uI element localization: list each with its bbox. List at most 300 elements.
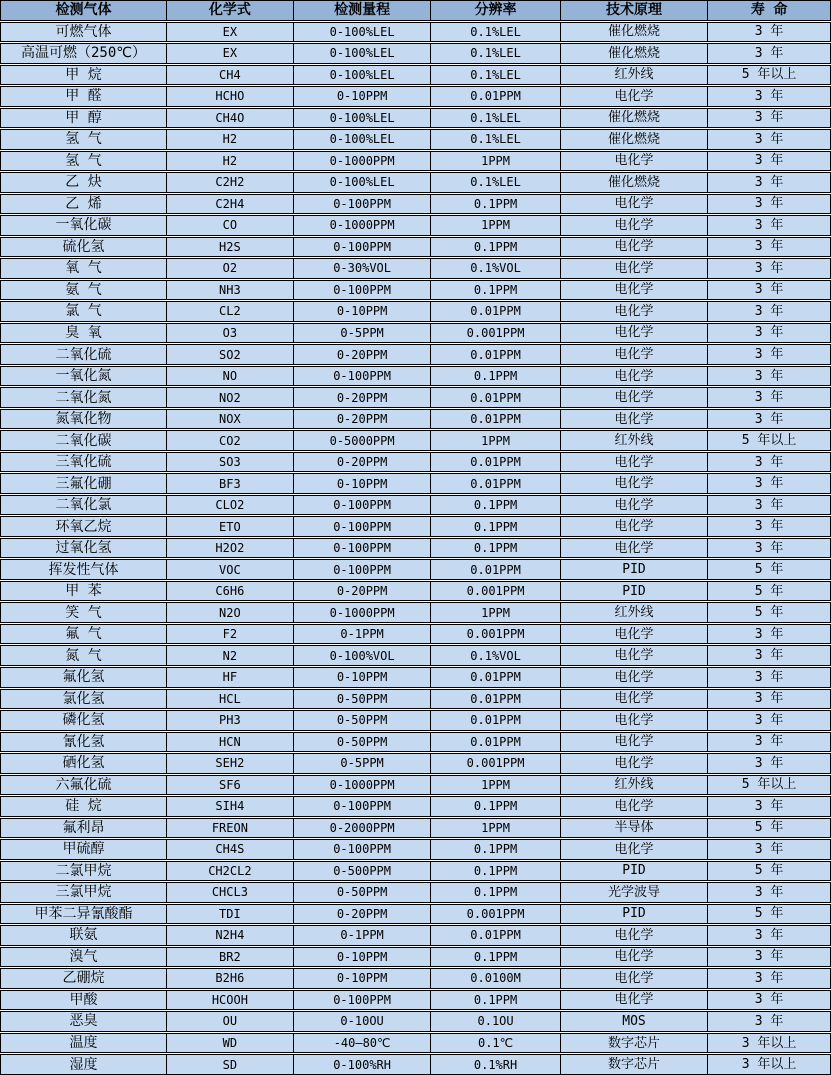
cell-lifespan: 3 年: [707, 496, 830, 515]
cell-gas-name: 溴气: [69, 948, 98, 965]
cell-resolution: 0.1%VOL: [430, 259, 559, 278]
cell-technology-principle: 催化燃烧: [560, 173, 708, 192]
cell-technology-principle: 电化学: [560, 754, 708, 773]
table-row: [0, 258, 831, 279]
table-row: [0, 344, 831, 365]
cell-technology-principle: 电化学: [560, 517, 708, 536]
cell-chemical-formula: FREON: [166, 819, 293, 838]
cell-detection-range: 0-100PPM: [293, 496, 431, 515]
cell-lifespan: 3 年: [707, 173, 830, 192]
cell-chemical-formula: C2H4: [166, 195, 293, 214]
cell-detection-range: 0-5000PPM: [293, 431, 431, 450]
cell-gas-name: 氰化氢: [62, 733, 105, 750]
cell-detection-range: 0-100%RH: [293, 1055, 431, 1074]
cell-gas-name: 氢 气: [65, 152, 102, 169]
cell-resolution: 0.1PPM: [430, 195, 559, 214]
table-row: [0, 495, 831, 516]
cell-resolution: 0.1%LEL: [430, 66, 559, 85]
cell-lifespan: 3 年: [707, 969, 830, 988]
cell-chemical-formula: HF: [166, 668, 293, 687]
cell-lifespan: 3 年: [707, 23, 830, 42]
cell-lifespan: 5 年: [707, 603, 830, 622]
cell-gas-name: 乙硼烷: [62, 970, 105, 987]
cell-gas-name: 氟化氢: [62, 669, 105, 686]
cell-chemical-formula: F2: [166, 625, 293, 644]
header-lifespan: 寿 命: [707, 1, 830, 20]
cell-resolution: 0.01PPM: [430, 410, 559, 429]
cell-lifespan: 3 年: [707, 130, 830, 149]
cell-chemical-formula: NO: [166, 367, 293, 386]
cell-chemical-formula: SO3: [166, 453, 293, 472]
cell-detection-range: 0-100PPM: [293, 991, 431, 1010]
cell-detection-range: 0-50PPM: [293, 733, 431, 752]
cell-resolution: 0.01PPM: [430, 560, 559, 579]
cell-gas-name: 磷化氢: [62, 712, 105, 729]
cell-resolution: 1PPM: [430, 776, 559, 795]
cell-technology-principle: 电化学: [560, 281, 708, 300]
cell-chemical-formula: PH3: [166, 711, 293, 730]
table-row: [0, 387, 831, 408]
cell-gas-name: 硫化氢: [62, 238, 105, 255]
cell-resolution: 0.1%LEL: [430, 173, 559, 192]
cell-technology-principle: 数字芯片: [560, 1055, 708, 1074]
cell-gas-name: 二氯甲烷: [55, 862, 112, 879]
table-row: [0, 43, 831, 64]
cell-lifespan: 3 年: [707, 754, 830, 773]
table-row: [0, 194, 831, 215]
cell-detection-range: 0-20PPM: [293, 388, 431, 407]
cell-technology-principle: 电化学: [560, 238, 708, 257]
cell-detection-range: 0-10OU: [293, 1012, 431, 1031]
cell-resolution: 0.1%LEL: [430, 130, 559, 149]
cell-gas-name: 可燃气体: [55, 23, 112, 40]
cell-chemical-formula: CH4S: [166, 840, 293, 859]
cell-lifespan: 3 年: [707, 345, 830, 364]
cell-technology-principle: 电化学: [560, 345, 708, 364]
cell-lifespan: 5 年以上: [707, 431, 830, 450]
cell-gas-name: 氯 气: [65, 303, 102, 320]
table-row: [0, 86, 831, 107]
cell-gas-name: 甲 醛: [65, 88, 102, 105]
cell-resolution: 0.01PPM: [430, 733, 559, 752]
cell-technology-principle: 电化学: [560, 453, 708, 472]
cell-technology-principle: 红外线: [560, 431, 708, 450]
table-row: [0, 301, 831, 322]
cell-technology-principle: 红外线: [560, 603, 708, 622]
cell-lifespan: 3 年: [707, 44, 830, 63]
table-row: [0, 624, 831, 645]
table-row: [0, 280, 831, 301]
cell-technology-principle: 电化学: [560, 926, 708, 945]
cell-chemical-formula: H2: [166, 130, 293, 149]
cell-technology-principle: 电化学: [560, 302, 708, 321]
cell-gas-name: 六氟化硫: [55, 776, 112, 793]
cell-detection-range: 0-50PPM: [293, 883, 431, 902]
cell-gas-name: 恶臭: [69, 1013, 98, 1030]
cell-lifespan: 3 年: [707, 109, 830, 128]
cell-technology-principle: 电化学: [560, 152, 708, 171]
cell-resolution: 0.01PPM: [430, 474, 559, 493]
table-row: [0, 516, 831, 537]
cell-resolution: 0.01PPM: [430, 302, 559, 321]
cell-resolution: 1PPM: [430, 819, 559, 838]
cell-technology-principle: 电化学: [560, 496, 708, 515]
cell-chemical-formula: SF6: [166, 776, 293, 795]
table-row: [0, 108, 831, 129]
cell-gas-name: 甲苯二异氰酸酯: [34, 905, 133, 922]
cell-chemical-formula: WD: [166, 1034, 293, 1053]
cell-resolution: 0.1PPM: [430, 862, 559, 881]
table-row: [0, 129, 831, 150]
cell-gas-name: 氢 气: [65, 131, 102, 148]
cell-gas-name: 甲 烷: [65, 66, 102, 83]
cell-gas-name: 乙 炔: [65, 174, 102, 191]
header-detection-range: 检测量程: [293, 1, 431, 20]
table-row: [0, 667, 831, 688]
cell-resolution: 0.1%LEL: [430, 23, 559, 42]
cell-detection-range: 0-20PPM: [293, 345, 431, 364]
cell-detection-range: 0-5PPM: [293, 324, 431, 343]
cell-technology-principle: 催化燃烧: [560, 130, 708, 149]
table-row: [0, 645, 831, 666]
cell-resolution: 0.01PPM: [430, 453, 559, 472]
table-row: [0, 473, 831, 494]
cell-detection-range: 0-500PPM: [293, 862, 431, 881]
cell-detection-range: 0-100PPM: [293, 517, 431, 536]
cell-resolution: 0.1%VOL: [430, 646, 559, 665]
cell-chemical-formula: NO2: [166, 388, 293, 407]
table-row: [0, 237, 831, 258]
cell-technology-principle: 电化学: [560, 646, 708, 665]
cell-lifespan: 5 年: [707, 560, 830, 579]
cell-lifespan: 3 年: [707, 668, 830, 687]
header-technology-principle: 技术原理: [560, 1, 708, 20]
cell-chemical-formula: OU: [166, 1012, 293, 1031]
cell-detection-range: 0-100PPM: [293, 238, 431, 257]
cell-detection-range: 0-20PPM: [293, 582, 431, 601]
cell-lifespan: 5 年以上: [707, 66, 830, 85]
table-row: [0, 689, 831, 710]
cell-gas-name: 二氧化硫: [55, 346, 112, 363]
cell-gas-name: 氟利昂: [62, 819, 105, 836]
cell-gas-name: 二氧化氮: [55, 389, 112, 406]
cell-chemical-formula: VOC: [166, 560, 293, 579]
cell-gas-name: 挥发性气体: [48, 561, 119, 578]
cell-lifespan: 3 年: [707, 195, 830, 214]
cell-detection-range: 0-1000PPM: [293, 603, 431, 622]
table-row: [0, 796, 831, 817]
cell-lifespan: 5 年以上: [707, 776, 830, 795]
cell-lifespan: 3 年: [707, 711, 830, 730]
cell-resolution: 0.1PPM: [430, 367, 559, 386]
cell-detection-range: 0-100PPM: [293, 539, 431, 558]
cell-technology-principle: PID: [560, 905, 708, 924]
cell-technology-principle: 数字芯片: [560, 1034, 708, 1053]
cell-lifespan: 3 年以上: [707, 1055, 830, 1074]
cell-resolution: 0.1PPM: [430, 883, 559, 902]
cell-technology-principle: 电化学: [560, 324, 708, 343]
cell-gas-name: 甲酸: [69, 991, 98, 1008]
cell-chemical-formula: CO2: [166, 431, 293, 450]
cell-lifespan: 3 年: [707, 733, 830, 752]
cell-detection-range: 0-30%VOL: [293, 259, 431, 278]
table-row: [0, 904, 831, 925]
cell-gas-name: 环氧乙烷: [55, 518, 112, 535]
cell-detection-range: 0-10PPM: [293, 87, 431, 106]
cell-lifespan: 3 年: [707, 517, 830, 536]
table-row: [0, 1054, 831, 1075]
cell-chemical-formula: HCN: [166, 733, 293, 752]
cell-detection-range: 0-1PPM: [293, 926, 431, 945]
cell-detection-range: 0-20PPM: [293, 453, 431, 472]
table-row: [0, 602, 831, 623]
cell-resolution: 0.1%LEL: [430, 109, 559, 128]
cell-lifespan: 5 年: [707, 862, 830, 881]
cell-chemical-formula: TDI: [166, 905, 293, 924]
cell-resolution: 1PPM: [430, 152, 559, 171]
cell-lifespan: 3 年: [707, 797, 830, 816]
cell-gas-name: 一氧化碳: [55, 217, 112, 234]
cell-chemical-formula: EX: [166, 44, 293, 63]
table-row: [0, 775, 831, 796]
table-row: [0, 732, 831, 753]
cell-technology-principle: 电化学: [560, 969, 708, 988]
cell-chemical-formula: HCHO: [166, 87, 293, 106]
cell-chemical-formula: SO2: [166, 345, 293, 364]
cell-gas-name: 三氧化硫: [55, 454, 112, 471]
cell-chemical-formula: H2: [166, 152, 293, 171]
cell-chemical-formula: BF3: [166, 474, 293, 493]
cell-gas-name: 氨 气: [65, 281, 102, 298]
cell-resolution: 0.1PPM: [430, 238, 559, 257]
cell-technology-principle: 电化学: [560, 948, 708, 967]
table-row: [0, 925, 831, 946]
table-row: [0, 1033, 831, 1054]
cell-technology-principle: 电化学: [560, 733, 708, 752]
cell-chemical-formula: N2H4: [166, 926, 293, 945]
cell-chemical-formula: N2O: [166, 603, 293, 622]
cell-gas-name: 氮 气: [65, 647, 102, 664]
cell-gas-name: 乙 烯: [65, 195, 102, 212]
cell-detection-range: 0-100PPM: [293, 367, 431, 386]
cell-detection-range: 0-100PPM: [293, 840, 431, 859]
table-row: [0, 538, 831, 559]
cell-gas-name: 硒化氢: [62, 755, 105, 772]
cell-detection-range: 0-100PPM: [293, 195, 431, 214]
cell-detection-range: 0-10PPM: [293, 969, 431, 988]
cell-lifespan: 3 年: [707, 690, 830, 709]
table-row: [0, 65, 831, 86]
cell-technology-principle: 半导体: [560, 819, 708, 838]
cell-technology-principle: PID: [560, 560, 708, 579]
table-row: [0, 151, 831, 172]
cell-lifespan: 3 年: [707, 87, 830, 106]
table-row: [0, 409, 831, 430]
cell-detection-range: 0-1000PPM: [293, 776, 431, 795]
cell-detection-range: 0-100%LEL: [293, 173, 431, 192]
cell-technology-principle: 光学波导: [560, 883, 708, 902]
cell-gas-name: 氮氧化物: [55, 411, 112, 428]
cell-lifespan: 3 年: [707, 991, 830, 1010]
cell-gas-name: 三氯甲烷: [55, 884, 112, 901]
cell-technology-principle: PID: [560, 862, 708, 881]
cell-technology-principle: 电化学: [560, 668, 708, 687]
cell-gas-name: 氯化氢: [62, 690, 105, 707]
cell-detection-range: 0-1000PPM: [293, 152, 431, 171]
cell-detection-range: 0-20PPM: [293, 410, 431, 429]
cell-resolution: 0.01PPM: [430, 668, 559, 687]
cell-gas-name: 三氟化硼: [55, 475, 112, 492]
table-row: [0, 172, 831, 193]
table-row: [0, 581, 831, 602]
cell-resolution: 0.1OU: [430, 1012, 559, 1031]
cell-resolution: 1PPM: [430, 216, 559, 235]
cell-detection-range: 0-10PPM: [293, 668, 431, 687]
cell-technology-principle: 电化学: [560, 797, 708, 816]
cell-lifespan: 3 年: [707, 646, 830, 665]
cell-chemical-formula: CH4: [166, 66, 293, 85]
cell-resolution: 0.1PPM: [430, 948, 559, 967]
cell-technology-principle: 电化学: [560, 216, 708, 235]
cell-resolution: 0.01PPM: [430, 388, 559, 407]
cell-chemical-formula: C2H2: [166, 173, 293, 192]
cell-resolution: 0.01PPM: [430, 690, 559, 709]
cell-gas-name: 二氧化碳: [55, 432, 112, 449]
cell-technology-principle: 电化学: [560, 87, 708, 106]
cell-chemical-formula: CH4O: [166, 109, 293, 128]
cell-technology-principle: 电化学: [560, 474, 708, 493]
cell-resolution: 0.1PPM: [430, 797, 559, 816]
cell-detection-range: 0-1000PPM: [293, 216, 431, 235]
cell-resolution: 0.0100M: [430, 969, 559, 988]
cell-gas-name: 甲 苯: [65, 583, 102, 600]
cell-technology-principle: 电化学: [560, 367, 708, 386]
cell-resolution: 0.1%RH: [430, 1055, 559, 1074]
cell-lifespan: 3 年: [707, 302, 830, 321]
cell-gas-name: 硅 烷: [65, 798, 102, 815]
cell-chemical-formula: O2: [166, 259, 293, 278]
cell-technology-principle: 电化学: [560, 690, 708, 709]
cell-lifespan: 3 年: [707, 625, 830, 644]
cell-lifespan: 3 年: [707, 152, 830, 171]
cell-chemical-formula: O3: [166, 324, 293, 343]
cell-lifespan: 3 年: [707, 410, 830, 429]
cell-lifespan: 3 年: [707, 324, 830, 343]
table-row: [0, 839, 831, 860]
table-row: [0, 366, 831, 387]
cell-detection-range: 0-100PPM: [293, 281, 431, 300]
cell-gas-name: 臭 氧: [65, 324, 102, 341]
cell-resolution: 1PPM: [430, 431, 559, 450]
cell-chemical-formula: CL2: [166, 302, 293, 321]
cell-chemical-formula: NH3: [166, 281, 293, 300]
cell-technology-principle: 电化学: [560, 410, 708, 429]
cell-gas-name: 甲硫醇: [62, 841, 105, 858]
table-row: [0, 818, 831, 839]
cell-chemical-formula: BR2: [166, 948, 293, 967]
cell-chemical-formula: SD: [166, 1055, 293, 1074]
cell-technology-principle: 电化学: [560, 539, 708, 558]
cell-chemical-formula: ETO: [166, 517, 293, 536]
header-resolution: 分辨率: [430, 1, 559, 20]
table-row: [0, 861, 831, 882]
cell-gas-name: 笑 气: [65, 604, 102, 621]
cell-chemical-formula: H2O2: [166, 539, 293, 558]
cell-detection-range: 0-1PPM: [293, 625, 431, 644]
cell-lifespan: 3 年: [707, 926, 830, 945]
cell-lifespan: 3 年: [707, 453, 830, 472]
cell-gas-name: 温度: [69, 1035, 98, 1051]
cell-resolution: 0.001PPM: [430, 625, 559, 644]
cell-lifespan: 3 年: [707, 474, 830, 493]
table-row: [0, 710, 831, 731]
header-chemical-formula: 化学式: [166, 1, 293, 20]
cell-chemical-formula: HCL: [166, 690, 293, 709]
cell-detection-range: 0-100%LEL: [293, 66, 431, 85]
cell-detection-range: 0-50PPM: [293, 711, 431, 730]
table-row: [0, 1011, 831, 1032]
cell-lifespan: 3 年: [707, 840, 830, 859]
table-row: [0, 990, 831, 1011]
cell-detection-range: 0-100%LEL: [293, 23, 431, 42]
header-gas-name: 检测气体: [55, 2, 112, 19]
cell-lifespan: 3 年: [707, 259, 830, 278]
cell-lifespan: 5 年: [707, 582, 830, 601]
cell-lifespan: 3 年: [707, 1012, 830, 1031]
cell-lifespan: 3 年: [707, 883, 830, 902]
table-row: [0, 947, 831, 968]
table-row: [0, 882, 831, 903]
cell-technology-principle: 电化学: [560, 625, 708, 644]
cell-gas-name: 湿度: [69, 1056, 98, 1073]
cell-detection-range: 0-100PPM: [293, 797, 431, 816]
cell-gas-name: 联氨: [69, 927, 98, 944]
cell-chemical-formula: HCOOH: [166, 991, 293, 1010]
cell-detection-range: 0-100%LEL: [293, 130, 431, 149]
table-row: [0, 323, 831, 344]
cell-resolution: 0.1PPM: [430, 517, 559, 536]
cell-detection-range: 0-100%LEL: [293, 44, 431, 63]
cell-detection-range: 0-50PPM: [293, 690, 431, 709]
cell-resolution: 0.001PPM: [430, 582, 559, 601]
table-row: [0, 753, 831, 774]
cell-technology-principle: 红外线: [560, 66, 708, 85]
cell-technology-principle: 电化学: [560, 259, 708, 278]
table-row: [0, 559, 831, 580]
cell-gas-name: 一氧化氮: [55, 368, 112, 385]
cell-resolution: 0.001PPM: [430, 754, 559, 773]
cell-detection-range: 0-100PPM: [293, 560, 431, 579]
cell-resolution: 0.1PPM: [430, 539, 559, 558]
cell-chemical-formula: H2S: [166, 238, 293, 257]
cell-resolution: 0.1℃: [430, 1034, 559, 1053]
cell-technology-principle: 催化燃烧: [560, 109, 708, 128]
cell-lifespan: 5 年: [707, 905, 830, 924]
cell-detection-range: 0-10PPM: [293, 948, 431, 967]
cell-technology-principle: MOS: [560, 1012, 708, 1031]
table-header-row: [0, 0, 831, 21]
table-row: [0, 968, 831, 989]
cell-chemical-formula: B2H6: [166, 969, 293, 988]
cell-gas-name: 氧 气: [65, 260, 102, 277]
cell-lifespan: 3 年: [707, 238, 830, 257]
cell-chemical-formula: C6H6: [166, 582, 293, 601]
cell-technology-principle: 电化学: [560, 195, 708, 214]
cell-detection-range: 0-100%VOL: [293, 646, 431, 665]
cell-chemical-formula: SIH4: [166, 797, 293, 816]
cell-detection-range: 0-5PPM: [293, 754, 431, 773]
cell-resolution: 0.01PPM: [430, 87, 559, 106]
